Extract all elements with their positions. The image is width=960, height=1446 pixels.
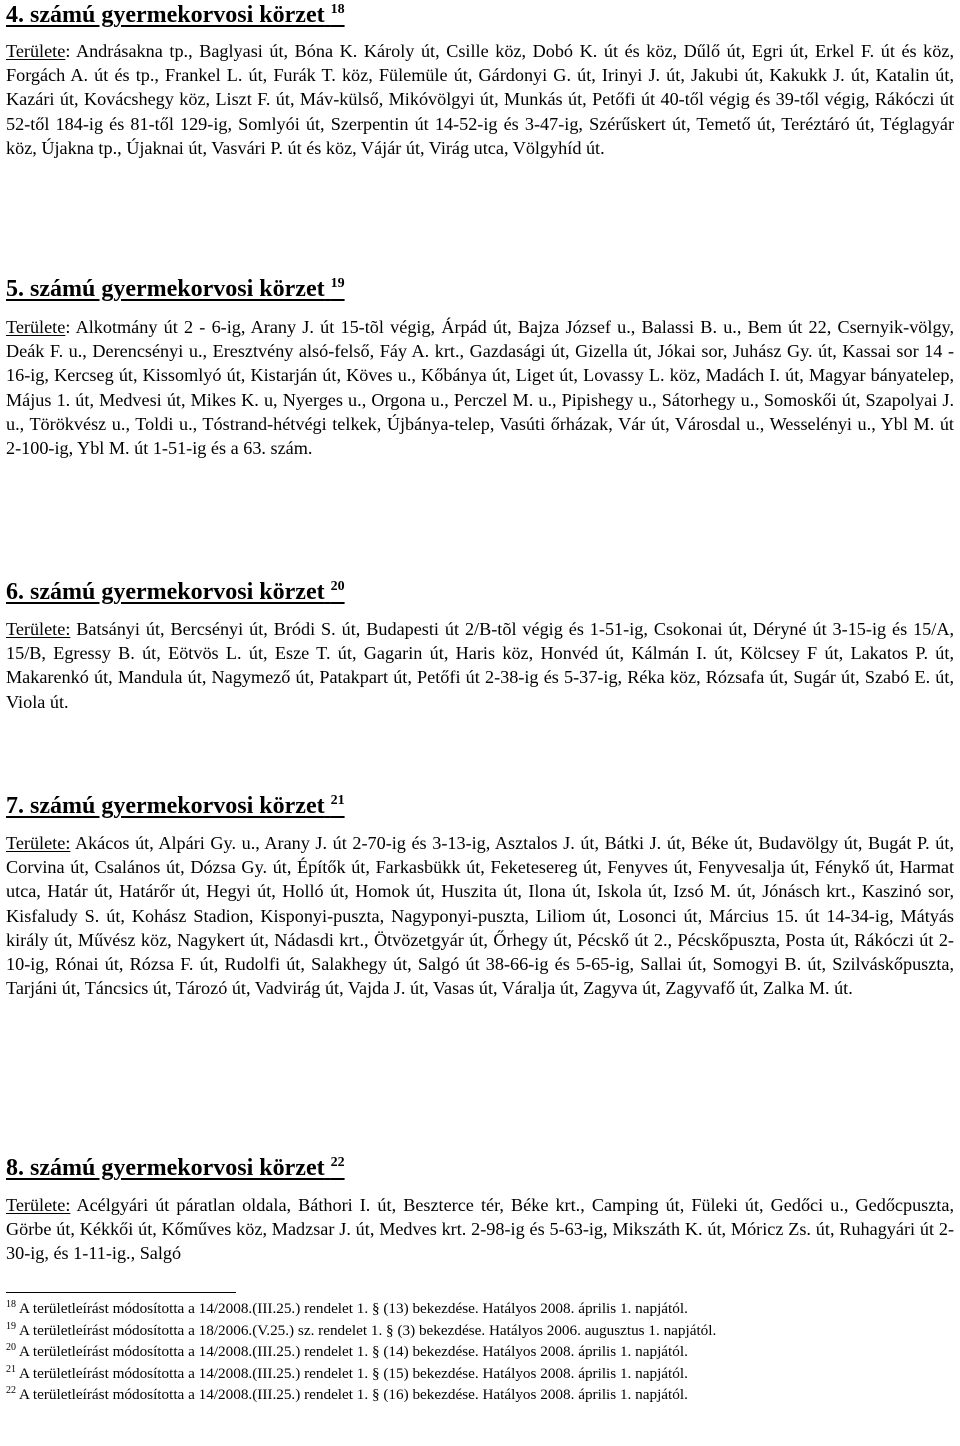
footnote-ref[interactable]: 19	[330, 276, 345, 291]
section-korzet-6	[6, 579, 954, 714]
section-area-text	[6, 1193, 954, 1266]
area-streets: Batsányi út, Bercsényi út, Bródi S. út, Budapesti út 2/B-tõl végig és 1-51-ig, Csokonai út, Déryné út 3-15-ig és 15/A, 15/B, Egressy B. út, Eötvös L. út, Esze T. út, Gagarin út, Haris köz, Honvéd út, Kálmán I. út, Kölcsey F út, Lakatos P. út, Makarenkó út, Mandula út, Nagymező út, Patakpart út, Petőfi út 2-38-ig és 5-37-ig, Réka köz, Rózsafa út, Sugár út, Szabó E. út, Viola út.	[6, 619, 954, 712]
area-label-colon: :	[65, 41, 71, 61]
footnote-text: A területleírást módosította a 14/2008.(III.25.) rendelet 1. § (13) bekezdése. Hatályos 2008. április 1. napjától.	[16, 1300, 688, 1317]
section-title: 5. számú gyermekorvosi körzet	[6, 276, 325, 302]
footnote-item	[6, 1298, 954, 1320]
footnote-ref[interactable]: 20	[330, 579, 345, 594]
area-streets: Akácos út, Alpári Gy. u., Arany J. út 2-70-ig és 3-13-ig, Asztalos J. út, Bátki J. út, Béke út, Budavölgy út, Bugát P. út, Corvina út, Csalános út, Dózsa Gy. út, Építők út, Farkasbükk út, Feketesereg út, Fenyves út, Fenyvesalja út, Fénykő út, Harmat utca, Határ út, Határőr út, Hegyi út, Holló út, Homok út, Huszita út, Ilona út, Iskola út, Izsó M. út, Jónásch krt., Kaszinó sor, Kisfaludy S. út, Kohász Stadion, Kisponyi-puszta, Nagyponyi-puszta, Liliom út, Losonci út, Március 15. út 14-34-ig, Mátyás király út, Művész köz, Nagykert út, Nádasdi krt., Ötvözetgyár út, Őrhegy út, Pécskő út 2., Pécskőpuszta, Posta út, Rákóczi út 2-10-ig, Rónai út, Rózsa F. út, Rudolfi út, Salakhegy út, Salgó út 38-66-ig és 5-65-ig, Sallai út, Somogyi B. út, Szilváskőpuszta, Tarjáni út, Táncsics út, Tározó út, Vadvirág út, Vajda J. út, Vasas út, Váralja út, Zagyva út, Zagyvafő út, Zalka M. út.	[6, 833, 954, 999]
footnote-number: 22	[6, 1385, 16, 1396]
area-streets: Alkotmány út 2 - 6-ig, Arany J. út 15-tõl végig, Árpád út, Bajza József u., Balassi B. u., Bem út 22, Csernyik-völgy, Deák F. u., Derencsényi u., Eresztvény alsó-felső, Fáy A. krt., Gazdasági út, Gizella út, Jókai sor, Juhász Gy. út, Kassai sor 14 - 16-ig, Kercseg út, Kissomlyó út, Kistarján út, Köves u., Kőbánya út, Liget út, Lovassy L. köz, Madách I. út, Magyar bányatelep, Május 1. út, Medvesi út, Mikes K. u, Nyerges u., Orgona u., Perczel M. u., Pipishegy u., Sátorhegy u., Somoskői út, Szapolyai J. u., Törökvész u., Toldi u., Tóstrand-hétvégi telkek, Újbánya-telep, Vasúti őrházak, Vár út, Városdal u., Wesselényi u., Ybl M. út 2-100-ig, Ybl M. út 1-51-ig és a 63. szám.	[6, 317, 954, 459]
footnote-item	[6, 1363, 954, 1385]
area-streets: Acélgyári út páratlan oldala, Báthori I. út, Beszterce tér, Béke krt., Camping út, Füleki út, Gedőci u., Gedőcpuszta, Görbe út, Kékkői út, Kőműves köz, Madzsar J. út, Medves krt. 2-98-ig és 5-63-ig, Mikszáth K. út, Móricz Zs. út, Ruhagyári út 2-30-ig, és 1-11-ig., Salgó	[6, 1195, 954, 1264]
section-heading	[6, 579, 954, 605]
footnote-divider	[6, 1292, 236, 1293]
section-korzet-7	[6, 793, 954, 1000]
section-title: 7. számú gyermekorvosi körzet	[6, 793, 325, 819]
footnote-ref[interactable]: 18	[330, 2, 345, 17]
section-title: 6. számú gyermekorvosi körzet	[6, 579, 325, 605]
section-area-text	[6, 315, 954, 460]
section-korzet-8	[6, 1155, 954, 1266]
footnote-item	[6, 1341, 954, 1363]
footnote-number: 19	[6, 1320, 16, 1332]
footnote-number: 20	[6, 1342, 16, 1353]
area-label-colon: :	[65, 317, 71, 337]
footnote-item	[6, 1320, 954, 1342]
footnote-text: A területleírást módosította a 18/2006.(V.25.) sz. rendelet 1. § (3) bekezdése. Hatályos 2006. augusztus 1. napjától.	[16, 1321, 717, 1339]
area-streets: Andrásakna tp., Baglyasi út, Bóna K. Károly út, Csille köz, Dobó K. út és köz, Dűlő út, Egri út, Erkel F. út és köz, Forgách A. út és tp., Frankel L. út, Furák T. köz, Fülemüle út, Gárdonyi G. út, Irinyi J. út, Jakubi út, Kakukk J. út, Katalin út, Kazári út, Kovácshegy köz, Liszt F. út, Máv-külső, Mikóvölgyi út, Munkás út, Petőfi út 40-től végig és 39-től végig, Rákóczi út 52-től 184-ig és 81-től 129-ig, Somlyói út, Szerpentin út 14-52-ig és 3-47-ig, Szérűskert út, Temető út, Teréztáró út, Téglagyár köz, Újakna tp., Újaknai út, Vasvári P. út és köz, Vájár út, Virág utca, Völgyhíd út.	[6, 41, 954, 158]
section-heading	[6, 276, 954, 302]
section-korzet-4	[6, 2, 954, 160]
footnote-item	[6, 1384, 954, 1406]
section-area-text	[6, 617, 954, 714]
footnote-text: A területleírást módosította a 14/2008.(III.25.) rendelet 1. § (14) bekezdése. Hatályos 2008. április 1. napjától.	[16, 1343, 688, 1360]
area-label: Területe:	[6, 1195, 71, 1215]
area-label: Területe:	[6, 833, 71, 853]
section-heading	[6, 793, 954, 819]
footnote-ref[interactable]: 22	[330, 1155, 345, 1170]
area-label: Területe:	[6, 619, 71, 639]
area-label: Területe	[6, 317, 66, 337]
section-heading	[6, 2, 954, 28]
footnote-number: 21	[6, 1363, 16, 1375]
section-title: 4. számú gyermekorvosi körzet	[6, 2, 325, 28]
footnote-text: A területleírást módosította a 14/2008.(III.25.) rendelet 1. § (16) bekezdése. Hatályos 2008. április 1. napjától.	[16, 1386, 688, 1403]
section-title: 8. számú gyermekorvosi körzet	[6, 1155, 325, 1181]
section-area-text	[6, 39, 954, 160]
footnote-text: A területleírást módosította a 14/2008.(III.25.) rendelet 1. § (15) bekezdése. Hatályos 2008. április 1. napjától.	[16, 1364, 688, 1382]
section-korzet-5	[6, 276, 954, 460]
footnote-number: 18	[6, 1299, 16, 1310]
area-label: Területe	[6, 41, 66, 61]
section-area-text	[6, 831, 954, 1000]
section-heading	[6, 1155, 954, 1181]
footnotes	[6, 1298, 954, 1406]
footnote-ref[interactable]: 21	[330, 793, 345, 808]
